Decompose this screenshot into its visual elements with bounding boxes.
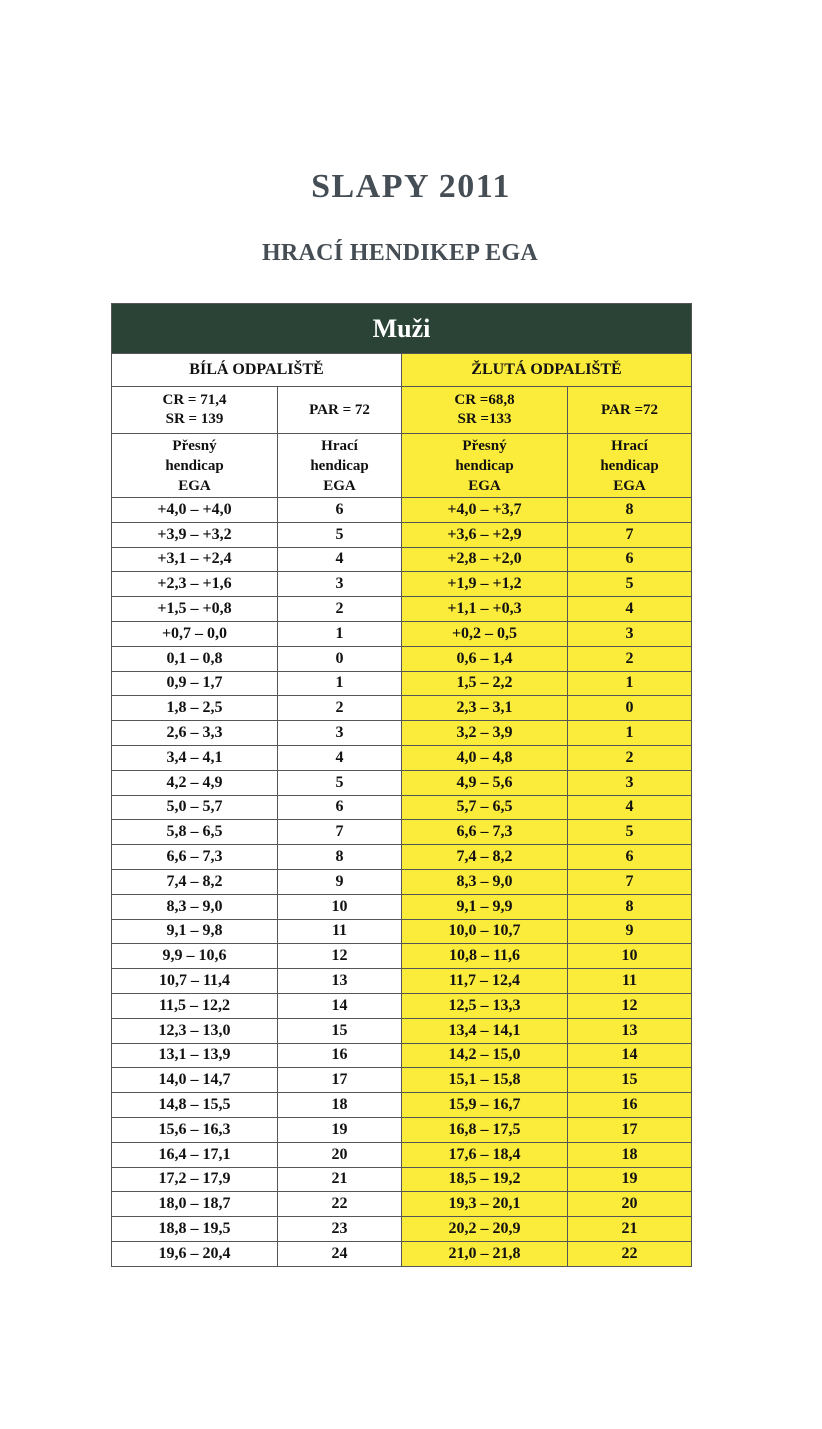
white-exact-cell: 14,8 – 15,5 (112, 1093, 278, 1118)
yellow-playing-cell: 6 (568, 845, 692, 870)
table-row (112, 993, 692, 1018)
yellow-playing-cell: 2 (568, 745, 692, 770)
white-playing-cell: 23 (278, 1217, 402, 1242)
white-exact-cell: 2,6 – 3,3 (112, 721, 278, 746)
white-playing-cell: 18 (278, 1093, 402, 1118)
table-header: Muži (112, 304, 692, 354)
yellow-par: PAR =72 (568, 387, 692, 434)
yellow-exact-cell: 11,7 – 12,4 (402, 969, 568, 994)
white-playing-cell: 24 (278, 1241, 402, 1266)
white-exact-cell: 16,4 – 17,1 (112, 1142, 278, 1167)
table-row (112, 522, 692, 547)
header-line: EGA (178, 477, 211, 494)
table-row (112, 1167, 692, 1192)
white-playing-cell: 5 (278, 770, 402, 795)
white-playing-cell: 10 (278, 894, 402, 919)
yellow-playing-cell: 8 (568, 498, 692, 523)
table-row (112, 795, 692, 820)
yellow-exact-cell: 14,2 – 15,0 (402, 1043, 568, 1068)
white-exact-cell: 0,9 – 1,7 (112, 671, 278, 696)
yellow-exact-cell: 16,8 – 17,5 (402, 1117, 568, 1142)
table-row (112, 1117, 692, 1142)
yellow-playing-cell: 10 (568, 944, 692, 969)
table-row (112, 1043, 692, 1068)
table-row (112, 1241, 692, 1266)
yellow-playing-cell: 4 (568, 795, 692, 820)
yellow-exact-cell: 13,4 – 14,1 (402, 1018, 568, 1043)
yellow-playing-cell: 19 (568, 1167, 692, 1192)
yellow-exact-cell: 5,7 – 6,5 (402, 795, 568, 820)
yellow-playing-cell: 7 (568, 522, 692, 547)
white-exact-cell: +1,5 – +0,8 (112, 597, 278, 622)
yellow-playing-cell: 6 (568, 547, 692, 572)
white-exact-cell: 14,0 – 14,7 (112, 1068, 278, 1093)
white-tee-label: BÍLÁ ODPALIŠTĚ (112, 354, 402, 387)
handicap-table (111, 303, 692, 1267)
yellow-playing-cell: 17 (568, 1117, 692, 1142)
header-line: Přesný (462, 437, 507, 454)
yellow-playing-cell: 21 (568, 1217, 692, 1242)
white-exact-cell: 9,9 – 10,6 (112, 944, 278, 969)
white-playing-cell: 9 (278, 869, 402, 894)
white-exact-header (112, 434, 278, 498)
white-exact-cell: 18,8 – 19,5 (112, 1217, 278, 1242)
white-exact-cell: 8,3 – 9,0 (112, 894, 278, 919)
table-row (112, 621, 692, 646)
table-row (112, 869, 692, 894)
yellow-exact-cell: 3,2 – 3,9 (402, 721, 568, 746)
table-row (112, 671, 692, 696)
yellow-exact-cell: 4,0 – 4,8 (402, 745, 568, 770)
white-playing-cell: 17 (278, 1068, 402, 1093)
white-playing-cell: 15 (278, 1018, 402, 1043)
table-row (112, 919, 692, 944)
table-row (112, 572, 692, 597)
yellow-playing-cell: 5 (568, 820, 692, 845)
yellow-exact-cell: +1,1 – +0,3 (402, 597, 568, 622)
table-row (112, 894, 692, 919)
yellow-exact-cell: 0,6 – 1,4 (402, 646, 568, 671)
table-row (112, 1217, 692, 1242)
white-exact-cell: 5,0 – 5,7 (112, 795, 278, 820)
table-row (112, 1093, 692, 1118)
white-playing-cell: 4 (278, 745, 402, 770)
table-row (112, 1192, 692, 1217)
yellow-playing-cell: 15 (568, 1068, 692, 1093)
yellow-tee-label: ŽLUTÁ ODPALIŠTĚ (402, 354, 692, 387)
yellow-exact-cell: 10,0 – 10,7 (402, 919, 568, 944)
white-playing-cell: 8 (278, 845, 402, 870)
white-cr-sr (112, 387, 278, 434)
table-row (112, 547, 692, 572)
white-exact-cell: +2,3 – +1,6 (112, 572, 278, 597)
yellow-playing-cell: 13 (568, 1018, 692, 1043)
white-exact-cell: +4,0 – +4,0 (112, 498, 278, 523)
page-subtitle: HRACÍ HENDIKEP EGA (261, 240, 539, 266)
header-line: Přesný (172, 437, 217, 454)
yellow-exact-cell: 15,9 – 16,7 (402, 1093, 568, 1118)
table-row (112, 597, 692, 622)
header-line: EGA (323, 477, 356, 494)
yellow-exact-cell: 2,3 – 3,1 (402, 696, 568, 721)
yellow-playing-cell: 12 (568, 993, 692, 1018)
yellow-playing-cell: 1 (568, 721, 692, 746)
yellow-playing-cell: 8 (568, 894, 692, 919)
table-row (112, 969, 692, 994)
table-row (112, 820, 692, 845)
white-exact-cell: 10,7 – 11,4 (112, 969, 278, 994)
yellow-playing-cell: 7 (568, 869, 692, 894)
yellow-playing-cell: 22 (568, 1241, 692, 1266)
yellow-cr: CR =68,8 (454, 392, 515, 408)
yellow-exact-cell: 4,9 – 5,6 (402, 770, 568, 795)
yellow-playing-cell: 11 (568, 969, 692, 994)
white-playing-cell: 5 (278, 522, 402, 547)
table-row (112, 1068, 692, 1093)
yellow-exact-cell: 18,5 – 19,2 (402, 1167, 568, 1192)
yellow-playing-cell: 1 (568, 671, 692, 696)
yellow-playing-cell: 18 (568, 1142, 692, 1167)
white-exact-cell: 1,8 – 2,5 (112, 696, 278, 721)
white-playing-cell: 4 (278, 547, 402, 572)
white-exact-cell: 11,5 – 12,2 (112, 993, 278, 1018)
yellow-exact-cell: 20,2 – 20,9 (402, 1217, 568, 1242)
table-row (112, 498, 692, 523)
white-exact-cell: 19,6 – 20,4 (112, 1241, 278, 1266)
header-line: EGA (468, 477, 501, 494)
white-exact-cell: 7,4 – 8,2 (112, 869, 278, 894)
yellow-playing-cell: 20 (568, 1192, 692, 1217)
yellow-playing-header (568, 434, 692, 498)
white-playing-cell: 1 (278, 671, 402, 696)
white-exact-cell: 18,0 – 18,7 (112, 1192, 278, 1217)
white-playing-cell: 19 (278, 1117, 402, 1142)
white-cr: CR = 71,4 (162, 392, 227, 408)
yellow-exact-cell: +4,0 – +3,7 (402, 498, 568, 523)
white-playing-cell: 3 (278, 572, 402, 597)
white-playing-cell: 0 (278, 646, 402, 671)
yellow-exact-cell: 21,0 – 21,8 (402, 1241, 568, 1266)
white-exact-cell: +3,1 – +2,4 (112, 547, 278, 572)
yellow-cr-sr (402, 387, 568, 434)
table-row (112, 845, 692, 870)
white-playing-cell: 20 (278, 1142, 402, 1167)
white-playing-cell: 6 (278, 498, 402, 523)
table-row (112, 721, 692, 746)
yellow-playing-cell: 2 (568, 646, 692, 671)
yellow-exact-cell: +0,2 – 0,5 (402, 621, 568, 646)
header-line: hendicap (455, 457, 514, 474)
white-playing-cell: 14 (278, 993, 402, 1018)
white-exact-cell: 0,1 – 0,8 (112, 646, 278, 671)
white-exact-cell: 12,3 – 13,0 (112, 1018, 278, 1043)
yellow-exact-cell: 10,8 – 11,6 (402, 944, 568, 969)
white-exact-cell: 4,2 – 4,9 (112, 770, 278, 795)
white-playing-cell: 2 (278, 696, 402, 721)
white-playing-cell: 16 (278, 1043, 402, 1068)
yellow-playing-cell: 14 (568, 1043, 692, 1068)
white-playing-header (278, 434, 402, 498)
yellow-exact-cell: 1,5 – 2,2 (402, 671, 568, 696)
white-exact-cell: 6,6 – 7,3 (112, 845, 278, 870)
table-row (112, 696, 692, 721)
white-exact-cell: +0,7 – 0,0 (112, 621, 278, 646)
yellow-playing-cell: 3 (568, 621, 692, 646)
yellow-exact-cell: 19,3 – 20,1 (402, 1192, 568, 1217)
header-line: Hrací (611, 437, 648, 454)
yellow-playing-cell: 4 (568, 597, 692, 622)
white-playing-cell: 21 (278, 1167, 402, 1192)
yellow-exact-cell: 17,6 – 18,4 (402, 1142, 568, 1167)
white-exact-cell: 13,1 – 13,9 (112, 1043, 278, 1068)
yellow-exact-cell: 7,4 – 8,2 (402, 845, 568, 870)
yellow-exact-cell: 12,5 – 13,3 (402, 993, 568, 1018)
table-body (112, 498, 692, 1267)
yellow-exact-cell: 8,3 – 9,0 (402, 869, 568, 894)
table-row (112, 745, 692, 770)
white-playing-cell: 1 (278, 621, 402, 646)
header-line: hendicap (310, 457, 369, 474)
header-line: hendicap (165, 457, 224, 474)
header-line: hendicap (600, 457, 659, 474)
white-playing-cell: 12 (278, 944, 402, 969)
table-row (112, 944, 692, 969)
white-playing-cell: 11 (278, 919, 402, 944)
table-row (112, 646, 692, 671)
yellow-playing-cell: 5 (568, 572, 692, 597)
yellow-exact-cell: +3,6 – +2,9 (402, 522, 568, 547)
table-row (112, 1018, 692, 1043)
table-row (112, 770, 692, 795)
yellow-playing-cell: 0 (568, 696, 692, 721)
header-line: Hrací (321, 437, 358, 454)
yellow-exact-header (402, 434, 568, 498)
white-playing-cell: 2 (278, 597, 402, 622)
white-par: PAR = 72 (278, 387, 402, 434)
white-sr: SR = 139 (165, 411, 224, 427)
white-playing-cell: 7 (278, 820, 402, 845)
white-exact-cell: 15,6 – 16,3 (112, 1117, 278, 1142)
yellow-sr: SR =133 (457, 411, 512, 427)
white-exact-cell: 5,8 – 6,5 (112, 820, 278, 845)
white-playing-cell: 22 (278, 1192, 402, 1217)
white-playing-cell: 6 (278, 795, 402, 820)
white-playing-cell: 3 (278, 721, 402, 746)
yellow-playing-cell: 16 (568, 1093, 692, 1118)
yellow-playing-cell: 9 (568, 919, 692, 944)
table-row (112, 1142, 692, 1167)
yellow-exact-cell: +2,8 – +2,0 (402, 547, 568, 572)
yellow-exact-cell: 6,6 – 7,3 (402, 820, 568, 845)
yellow-exact-cell: 15,1 – 15,8 (402, 1068, 568, 1093)
white-exact-cell: 17,2 – 17,9 (112, 1167, 278, 1192)
yellow-exact-cell: +1,9 – +1,2 (402, 572, 568, 597)
yellow-exact-cell: 9,1 – 9,9 (402, 894, 568, 919)
header-line: EGA (613, 477, 646, 494)
white-exact-cell: 3,4 – 4,1 (112, 745, 278, 770)
white-exact-cell: 9,1 – 9,8 (112, 919, 278, 944)
yellow-playing-cell: 3 (568, 770, 692, 795)
page-title: SLAPY 2011 (311, 168, 511, 205)
white-playing-cell: 13 (278, 969, 402, 994)
white-exact-cell: +3,9 – +3,2 (112, 522, 278, 547)
